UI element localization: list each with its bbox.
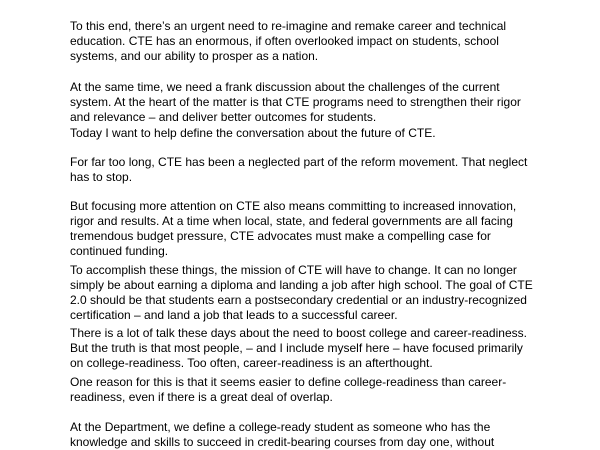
paragraph-urgent-need xyxy=(70,19,545,64)
text-line: But focusing more attention on CTE also means committing to increased innovation, xyxy=(70,199,517,213)
text-line: tremendous budget pressure, CTE advocates must make a compelling case for xyxy=(70,229,491,243)
text-line: But the truth is that most people, – and I include myself here – have focused primarily xyxy=(70,341,523,355)
paragraph-department-definition xyxy=(70,420,545,450)
text-line: certification – and land a job that leads to a successful career. xyxy=(70,308,398,322)
text-line: systems, and our ability to prosper as a nation. xyxy=(70,49,319,63)
text-line: To this end, there’s an urgent need to re-imagine and remake career and technical xyxy=(70,19,507,33)
text-line: To accomplish these things, the mission of CTE will have to change. It can no longer xyxy=(70,263,517,277)
text-line: simply be about earning a diploma and landing a job after high school. The goal of CTE xyxy=(70,278,533,292)
paragraph-mission-change xyxy=(70,263,545,323)
paragraph-define-conversation xyxy=(70,126,545,141)
text-line: Today I want to help define the conversation about the future of CTE. xyxy=(70,126,436,140)
text-line: At the Department, we define a college-ready student as someone who has the xyxy=(70,420,491,434)
text-line: system. At the heart of the matter is that CTE programs need to strengthen their rigor xyxy=(70,95,521,109)
paragraph-easier-to-define xyxy=(70,375,545,405)
paragraph-frank-discussion xyxy=(70,80,545,125)
text-line: At the same time, we need a frank discussion about the challenges of the current xyxy=(70,80,500,94)
paragraph-innovation-rigor xyxy=(70,199,545,259)
text-line: education. CTE has an enormous, if often overlooked impact on students, school xyxy=(70,34,499,48)
text-line: One reason for this is that it seems easier to define college-readiness than career- xyxy=(70,375,507,389)
text-line: has to stop. xyxy=(70,170,133,184)
text-line: 2.0 should be that students earn a postsecondary credential or an industry-recognized xyxy=(70,293,527,307)
text-line: and relevance – and deliver better outcomes for students. xyxy=(70,110,377,124)
text-line: rigor and results. At a time when local, state, and federal governments are all facing xyxy=(70,214,513,228)
text-line: knowledge and skills to succeed in credit-bearing courses from day one, without xyxy=(70,435,495,449)
paragraph-neglect xyxy=(70,155,545,185)
text-line: on college-readiness. Too often, career-readiness is an afterthought. xyxy=(70,356,433,370)
text-line: continued funding. xyxy=(70,244,169,258)
text-line: readiness, even if there is a great deal of overlap. xyxy=(70,390,333,404)
text-line: There is a lot of talk these days about the need to boost college and career-readiness. xyxy=(70,326,527,340)
paragraph-college-career-readiness xyxy=(70,326,545,371)
text-line: For far too long, CTE has been a neglected part of the reform movement. That neglect xyxy=(70,155,528,169)
